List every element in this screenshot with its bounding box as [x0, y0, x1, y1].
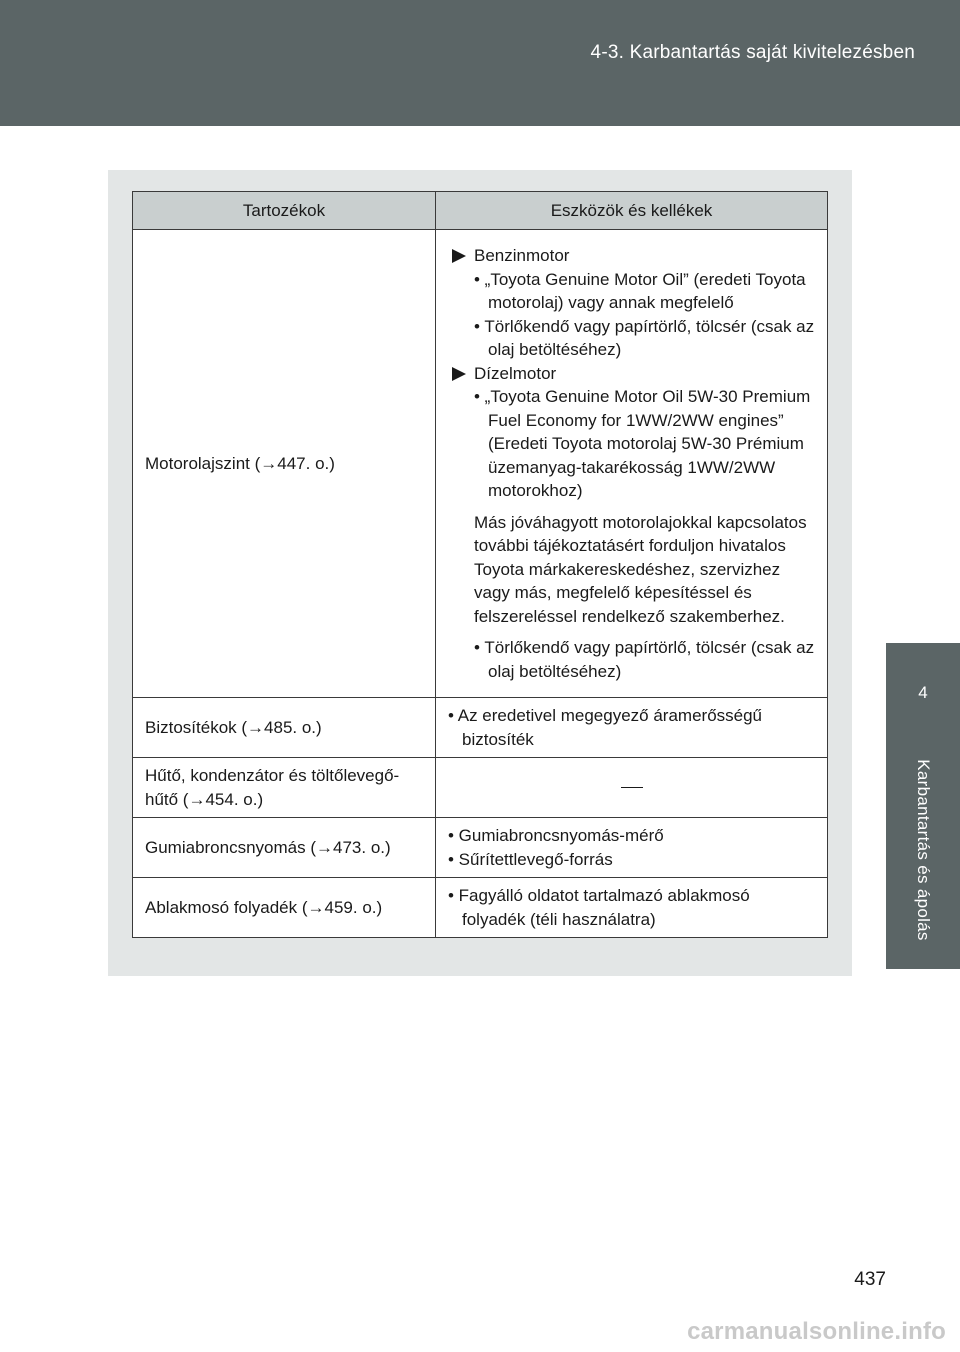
- list-item: • Törlőkendő vagy papírtörlő, tölcsér (csak az olaj betöltéséhez): [474, 638, 815, 681]
- header-band: [0, 0, 960, 126]
- tools-table: [132, 191, 828, 938]
- triangle-bullet-icon: [452, 249, 466, 263]
- item-label: Motorolajszint (→447. o.): [145, 453, 335, 473]
- tools-cell: [436, 698, 828, 758]
- item-label: Ablakmosó folyadék (→459. o.): [145, 897, 383, 917]
- tools-cell: [436, 758, 828, 818]
- diesel-engine-heading: Dízelmotor: [448, 362, 815, 386]
- table-row: [133, 230, 828, 698]
- list-item: • Az eredetivel megegyező áramerősségű biztosíték: [448, 706, 763, 749]
- item-cell: [133, 818, 436, 878]
- page-number: 437: [854, 1269, 886, 1290]
- item-cell: [133, 758, 436, 818]
- content-panel: [108, 170, 852, 976]
- column-header-tools: Eszközök és kellékek: [436, 192, 828, 230]
- list-item: • „Toyota Genuine Motor Oil” (eredeti Toyota motorolaj) vagy annak megfelelő: [474, 269, 806, 312]
- list-item: • „Toyota Genuine Motor Oil 5W-30 Premium Fuel Economy for 1WW/2WW engines” (Eredeti Toyota motorolaj 5W-30 Prémium üzemanyag-takarékosság 1WW/2WW motorokhoz): [474, 387, 811, 500]
- tools-cell: [436, 818, 828, 878]
- item-label: Biztosítékok (→485. o.): [145, 717, 322, 737]
- tools-cell: [436, 878, 828, 938]
- table-row: [133, 878, 828, 938]
- section-title: 4-3. Karbantartás saját kivitelezésben: [590, 42, 915, 63]
- item-cell: [133, 878, 436, 938]
- table-header-row: [133, 192, 828, 230]
- list-item: • Fagyálló oldatot tartalmazó ablakmosó folyadék (téli használatra): [448, 886, 750, 929]
- item-label: Hűtő, kondenzátor és töltőlevegő-hűtő (→454. o.): [145, 766, 400, 809]
- table-row: [133, 698, 828, 758]
- table-row: [133, 758, 828, 818]
- column-header-items: Tartozékok: [133, 192, 436, 230]
- tools-cell: [436, 230, 828, 698]
- list-item: • Törlőkendő vagy papírtörlő, tölcsér (csak az olaj betöltéséhez): [474, 316, 815, 359]
- item-cell: [133, 698, 436, 758]
- empty-dash: [621, 787, 643, 788]
- table-row: [133, 818, 828, 878]
- item-cell: [133, 230, 436, 698]
- chapter-label: Karbantartás és ápolás: [914, 759, 933, 941]
- item-label: Gumiabroncsnyomás (→473. o.): [145, 837, 391, 857]
- petrol-engine-heading: Benzinmotor: [448, 244, 815, 268]
- triangle-bullet-icon: [452, 367, 466, 381]
- list-item: • Gumiabroncsnyomás-mérő: [448, 826, 664, 845]
- list-item: • Sűrítettlevegő-forrás: [448, 849, 613, 869]
- watermark: carmanualsonline.info: [687, 1318, 946, 1345]
- chapter-number: 4: [918, 683, 928, 702]
- oil-note: Más jóváhagyott motorolajokkal kapcsolatos további tájékoztatásért forduljon hivatalos Toyota márkakereskedéshez, szervizhez vagy más, megfelelő képesítéssel és felszereléssel rendelkező szakemberhez.: [474, 512, 807, 626]
- chapter-tab: [886, 643, 960, 969]
